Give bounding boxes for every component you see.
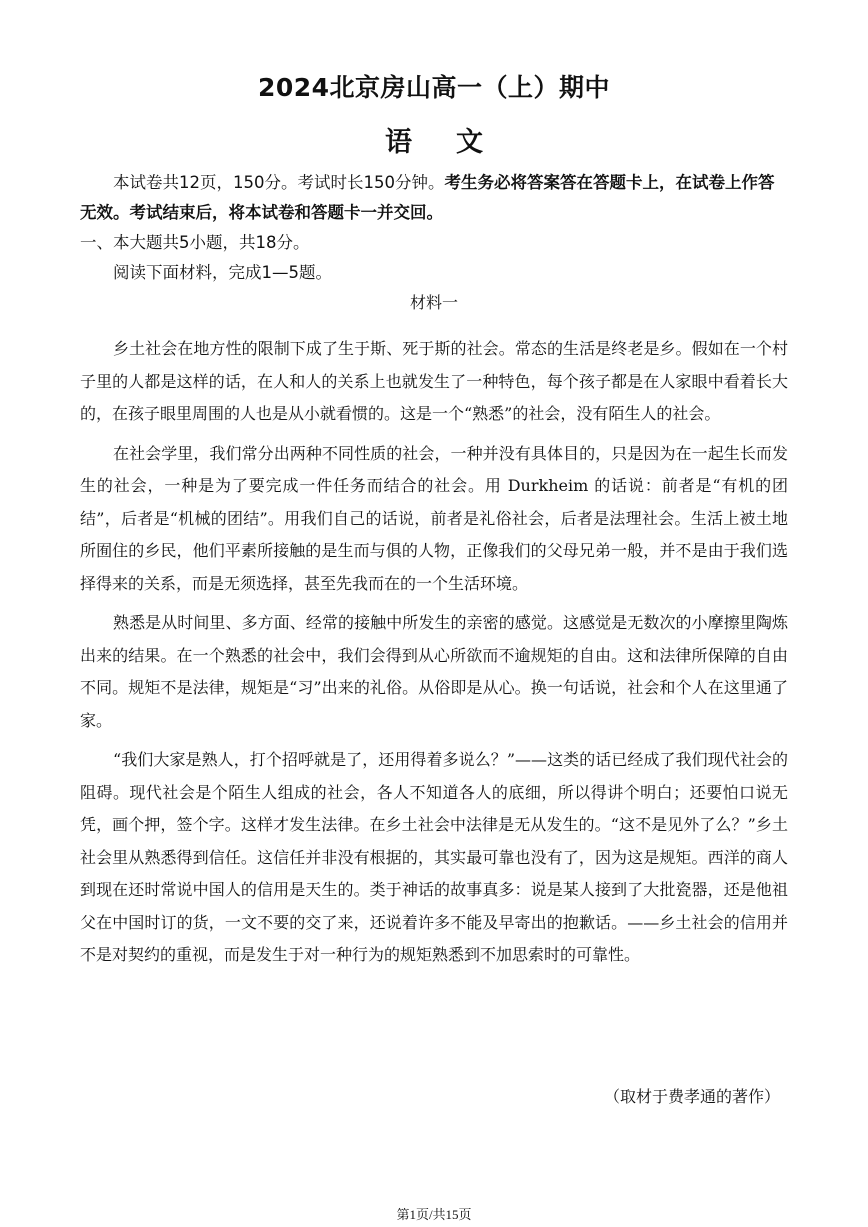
paragraph: 乡土社会在地方性的限制下成了生于斯、死于斯的社会。常态的生活是终老是乡。假如在一个村子里的人都是这样的话，在人和人的关系上也就发生了一种特色，每个孩子都是在人家眼中看着长大的，在孩子眼里周围的人也是从小就看惯的。这是一个“熟悉”的社会，没有陌生人的社会。 — [80, 339, 788, 423]
source-note: （取材于费孝通的著作） — [603, 1087, 780, 1106]
paragraph: 熟悉是从时间里、多方面、经常的接触中所发生的亲密的感觉。这感觉是无数次的小摩擦里陶炼出来的结果。在一个熟悉的社会中，我们会得到从心所欲而不逾规矩的自由。这和法律所保障的自由不同。规矩不是法律，规矩是“习”出来的礼俗。从俗即是从心。换一句话说，社会和个人在这里通了家。 — [80, 613, 788, 730]
page-footer: 第1页/共15页 — [396, 1207, 472, 1222]
section-prompt: 阅读下面材料，完成1—5题。 — [113, 263, 332, 282]
section-heading: 一、本大题共5小题，共18分。 — [80, 233, 310, 252]
instructions — [80, 168, 788, 228]
instructions-bold: 考生务必将答案答在答题卡上，在试卷上作答无效。考试结束后，将本试卷和答题卡一并交回。 — [80, 173, 775, 222]
exam-title: 2024北京房山高一（上）期中 — [257, 73, 611, 102]
material-title: 材料一 — [409, 293, 458, 312]
paragraph: “我们大家是熟人，打个招呼就是了，还用得着多说么？”——这类的话已经成了我们现代社会的阻碍。现代社会是个陌生人组成的社会，各人不知道各人的底细，所以得讲个明白；还要怕口说无凭，画个押，签个字。这样才发生法律。在乡土社会中法律是无从发生的。“这不是见外了么？”乡土社会里从熟悉得到信任。这信任并非没有根据的，其实最可靠也没有了，因为这是规矩。西洋的商人到现在还时常说中国人的信用是天生的。类于神话的故事真多：说是某人接到了大批瓷器，还是他祖父在中国时订的货，一文不要的交了来，还说着许多不能及早寄出的抱歉话。——乡土社会的信用并不是对契约的重视，而是发生于对一种行为的规矩熟悉到不加思索时的可靠性。 — [80, 750, 788, 964]
passage — [80, 333, 788, 979]
instructions-plain: 本试卷共12页，150分。考试时长150分钟。 — [113, 173, 445, 192]
subject-title: 语文 — [385, 127, 527, 158]
paragraph: 在社会学里，我们常分出两种不同性质的社会，一种并没有具体目的，只是因为在一起生长而发生的社会，一种是为了要完成一件任务而结合的社会。用 Durkheim 的话说：前者是“有机的团结”，后者是“机械的团结”。用我们自己的话说，前者是礼俗社会，后者是法理社会。生活上被土地所囿住的乡民，他们平素所接触的是生而与俱的人物，正像我们的父母兄弟一般，并不是由于我们选择得来的关系，而是无须选择，甚至先我而在的一个生活环境。 — [80, 443, 788, 593]
intro-block — [80, 168, 788, 318]
